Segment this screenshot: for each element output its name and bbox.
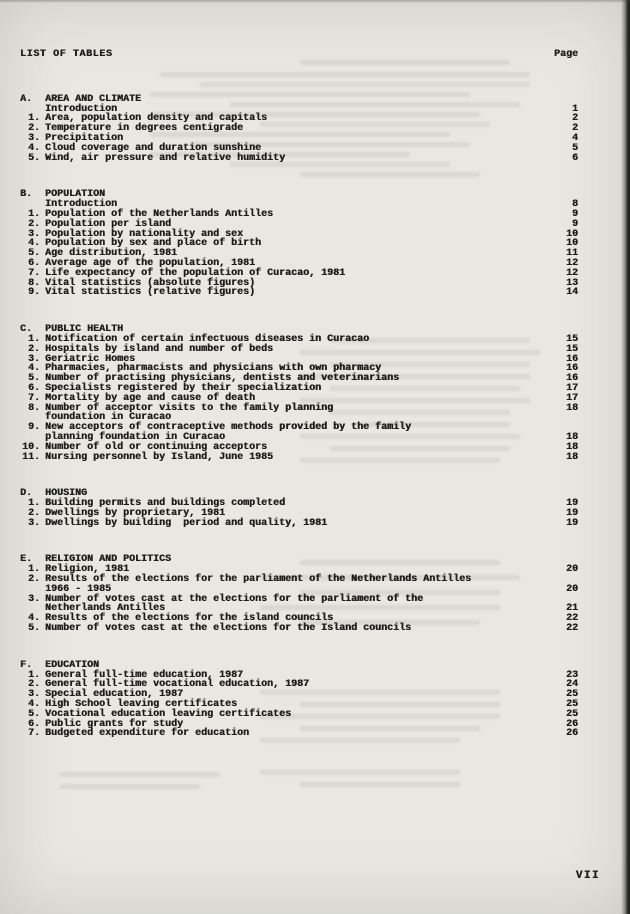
item-number: 9. xyxy=(27,422,40,434)
item-page-number: 11 xyxy=(565,248,578,260)
toc-item-line xyxy=(20,453,578,463)
item-title: Population of the Netherlands Antilles xyxy=(45,208,274,220)
bleedthrough-smudge xyxy=(60,772,220,777)
item-number: 1. xyxy=(27,113,40,125)
item-page-number: 22 xyxy=(565,623,578,635)
item-title: Building permits and buildings completed xyxy=(45,498,286,510)
item-number: 1. xyxy=(27,498,40,510)
item-page-number: 2 xyxy=(571,123,578,135)
item-number: 11. xyxy=(21,451,40,463)
item-title: Introduction xyxy=(45,103,118,115)
item-number: 4. xyxy=(27,699,40,711)
item-title: Netherlands Antilles xyxy=(45,603,166,615)
item-page-number: 10 xyxy=(565,228,578,240)
toc-section xyxy=(20,95,578,164)
item-page-number: 18 xyxy=(565,441,578,453)
item-number: 7. xyxy=(27,728,40,740)
section-title: EDUCATION xyxy=(45,659,100,671)
toc-item-line xyxy=(20,154,578,164)
item-number: 5. xyxy=(27,152,40,164)
item-page-number: 14 xyxy=(565,287,578,299)
item-title: Cloud coverage and duration sunshine xyxy=(45,142,262,154)
item-title: Pharmacies, pharmacists and physicians with own pharmacy xyxy=(45,363,382,375)
item-title: Temperature in degrees centigrade xyxy=(45,123,244,135)
item-page-number: 25 xyxy=(565,699,578,711)
item-number: 4. xyxy=(27,363,40,375)
item-title: 1966 - 1985 xyxy=(45,583,112,595)
item-number: 1. xyxy=(27,333,40,345)
item-page-number: 17 xyxy=(565,392,578,404)
item-title: Population by nationality and sex xyxy=(45,228,244,240)
item-title: Number of votes cast at the elections for the parliament of the xyxy=(45,593,424,605)
item-page-number: 1 xyxy=(571,103,578,115)
item-title: Hospitals by island and number of beds xyxy=(45,343,274,355)
section-letter: B. xyxy=(20,189,33,201)
item-page-number: 18 xyxy=(565,402,578,414)
section-letter: F. xyxy=(20,659,33,671)
item-title: Results of the elections for the parliament of the Netherlands Antilles xyxy=(45,574,472,586)
item-number: 3. xyxy=(27,689,40,701)
item-page-number: 15 xyxy=(565,343,578,355)
toc-item-line xyxy=(20,519,578,529)
toc-section xyxy=(20,661,578,739)
item-number: 8. xyxy=(27,402,40,414)
section-title: PUBLIC HEALTH xyxy=(45,324,124,336)
page-title: LIST OF TABLES xyxy=(20,49,113,60)
item-title: Precipitation xyxy=(45,132,124,144)
item-title: Population per island xyxy=(45,218,172,230)
section-title: RELIGION AND POLITICS xyxy=(45,554,172,566)
item-title: General full-time education, 1987 xyxy=(45,669,244,681)
toc-item-line xyxy=(20,288,578,298)
item-title: Wind, air pressure and relative humidity xyxy=(45,152,286,164)
item-page-number: 18 xyxy=(565,451,578,463)
item-title: Age distribution, 1981 xyxy=(45,248,178,260)
section-title: POPULATION xyxy=(45,189,106,201)
page-column-header: Page xyxy=(553,49,578,60)
item-title: Number of practising physicians, dentists and veterinarians xyxy=(45,373,400,385)
item-page-number: 6 xyxy=(571,152,578,164)
item-page-number: 16 xyxy=(565,373,578,385)
item-title: Specialists registered by their specialization xyxy=(45,382,322,394)
item-page-number: 9 xyxy=(571,208,578,220)
item-page-number: 25 xyxy=(565,689,578,701)
item-title: planning foundation in Curacao xyxy=(45,431,226,443)
toc-sections xyxy=(20,95,578,739)
item-title: Religion, 1981 xyxy=(45,564,130,576)
item-page-number: 25 xyxy=(565,708,578,720)
item-page-number: 16 xyxy=(565,363,578,375)
item-title: High School leaving certificates xyxy=(45,699,238,711)
item-title: New acceptors of contraceptive methods provided by the family xyxy=(45,422,412,434)
bleedthrough-smudge xyxy=(60,784,200,789)
item-page-number: 26 xyxy=(565,718,578,730)
item-number: 6. xyxy=(27,382,40,394)
toc-content xyxy=(20,50,578,739)
item-page-number: 10 xyxy=(565,238,578,250)
toc-section xyxy=(20,555,578,633)
item-title: foundation in Curacao xyxy=(45,412,172,424)
item-page-number: 16 xyxy=(565,353,578,365)
bleedthrough-smudge xyxy=(300,782,460,787)
item-number: 3. xyxy=(27,132,40,144)
bleedthrough-smudge xyxy=(260,770,460,775)
toc-item-line xyxy=(20,624,578,634)
toc-section xyxy=(20,325,578,462)
item-title: General full-time vocational education, 1987 xyxy=(45,679,310,691)
item-number: 7. xyxy=(27,392,40,404)
item-title: Vital statistics (absolute figures) xyxy=(45,277,256,289)
item-page-number: 21 xyxy=(565,603,578,615)
section-title: AREA AND CLIMATE xyxy=(45,93,142,105)
item-title: Notification of certain infectuous diseases in Curacao xyxy=(45,333,370,345)
item-title: Geriatric Homes xyxy=(45,353,136,365)
item-number: 9. xyxy=(27,287,40,299)
item-number: 2. xyxy=(27,123,40,135)
item-number: 2. xyxy=(27,574,40,586)
item-number: 3. xyxy=(27,517,40,529)
item-page-number: 8 xyxy=(571,199,578,211)
item-title: Special education, 1987 xyxy=(45,689,184,701)
item-number: 2. xyxy=(27,343,40,355)
item-title: Area, population density and capitals xyxy=(45,113,268,125)
scan-edge-top xyxy=(0,0,630,3)
item-number: 2. xyxy=(27,218,40,230)
item-page-number: 12 xyxy=(565,267,578,279)
item-title: Dwellings by proprietary, 1981 xyxy=(45,507,226,519)
item-title: Vocational education leaving certificates xyxy=(45,708,292,720)
item-number: 3. xyxy=(27,353,40,365)
item-number: 2. xyxy=(27,679,40,691)
item-page-number: 26 xyxy=(565,728,578,740)
item-number: 5. xyxy=(27,623,40,635)
item-page-number: 13 xyxy=(565,277,578,289)
section-title: HOUSING xyxy=(45,488,88,500)
item-title: Vital statistics (relative figures) xyxy=(45,287,256,299)
item-number: 1. xyxy=(27,564,40,576)
item-number: 6. xyxy=(27,718,40,730)
item-title: Life expectancy of the population of Curacao, 1981 xyxy=(45,267,346,279)
item-page-number: 18 xyxy=(565,431,578,443)
item-page-number: 19 xyxy=(565,498,578,510)
item-title: Mortality by age and cause of death xyxy=(45,392,256,404)
item-page-number: 15 xyxy=(565,333,578,345)
item-number: 4. xyxy=(27,142,40,154)
item-page-number: 4 xyxy=(571,132,578,144)
item-title: Nursing personnel by Island, June 1985 xyxy=(45,451,274,463)
item-page-number: 23 xyxy=(565,669,578,681)
item-title: Average age of the population, 1981 xyxy=(45,257,256,269)
item-page-number: 12 xyxy=(565,257,578,269)
item-title: Public grants for study xyxy=(45,718,184,730)
item-page-number: 19 xyxy=(565,517,578,529)
item-number: 7. xyxy=(27,267,40,279)
toc-item-line xyxy=(20,729,578,739)
item-number: 4. xyxy=(27,238,40,250)
item-page-number: 17 xyxy=(565,382,578,394)
item-title: Budgeted expenditure for education xyxy=(45,728,250,740)
item-number: 6. xyxy=(27,257,40,269)
item-page-number: 19 xyxy=(565,507,578,519)
item-number: 3. xyxy=(27,593,40,605)
toc-section xyxy=(20,489,578,528)
item-title: Population by sex and place of birth xyxy=(45,238,262,250)
item-title: Number of acceptor visits to the family planning xyxy=(45,402,334,414)
toc-section xyxy=(20,190,578,298)
item-number: 5. xyxy=(27,708,40,720)
item-number: 8. xyxy=(27,277,40,289)
section-letter: D. xyxy=(20,488,33,500)
section-letter: E. xyxy=(20,554,33,566)
item-page-number: 22 xyxy=(565,613,578,625)
item-number: 1. xyxy=(27,669,40,681)
item-page-number: 20 xyxy=(565,564,578,576)
folio-number: VII xyxy=(575,870,600,882)
toc-header xyxy=(20,50,578,60)
item-title: Introduction xyxy=(45,199,118,211)
item-page-number: 24 xyxy=(565,679,578,691)
scan-edge-right xyxy=(621,0,630,914)
item-number: 5. xyxy=(27,248,40,260)
item-title: Number of votes cast at the elections for the Island councils xyxy=(45,623,412,635)
item-title: Number of old or continuing acceptors xyxy=(45,441,268,453)
section-letter: C. xyxy=(20,324,33,336)
item-title: Dwellings by building period and quality, 1981 xyxy=(45,517,328,529)
item-number: 5. xyxy=(27,373,40,385)
item-number: 1. xyxy=(27,208,40,220)
item-number: 10. xyxy=(21,441,40,453)
item-title: Results of the elections for the island councils xyxy=(45,613,334,625)
item-page-number: 9 xyxy=(571,218,578,230)
item-number: 3. xyxy=(27,228,40,240)
item-page-number: 2 xyxy=(571,113,578,125)
item-number: 4. xyxy=(27,613,40,625)
item-page-number: 20 xyxy=(565,583,578,595)
item-number: 2. xyxy=(27,507,40,519)
item-page-number: 5 xyxy=(571,142,578,154)
section-letter: A. xyxy=(20,93,33,105)
